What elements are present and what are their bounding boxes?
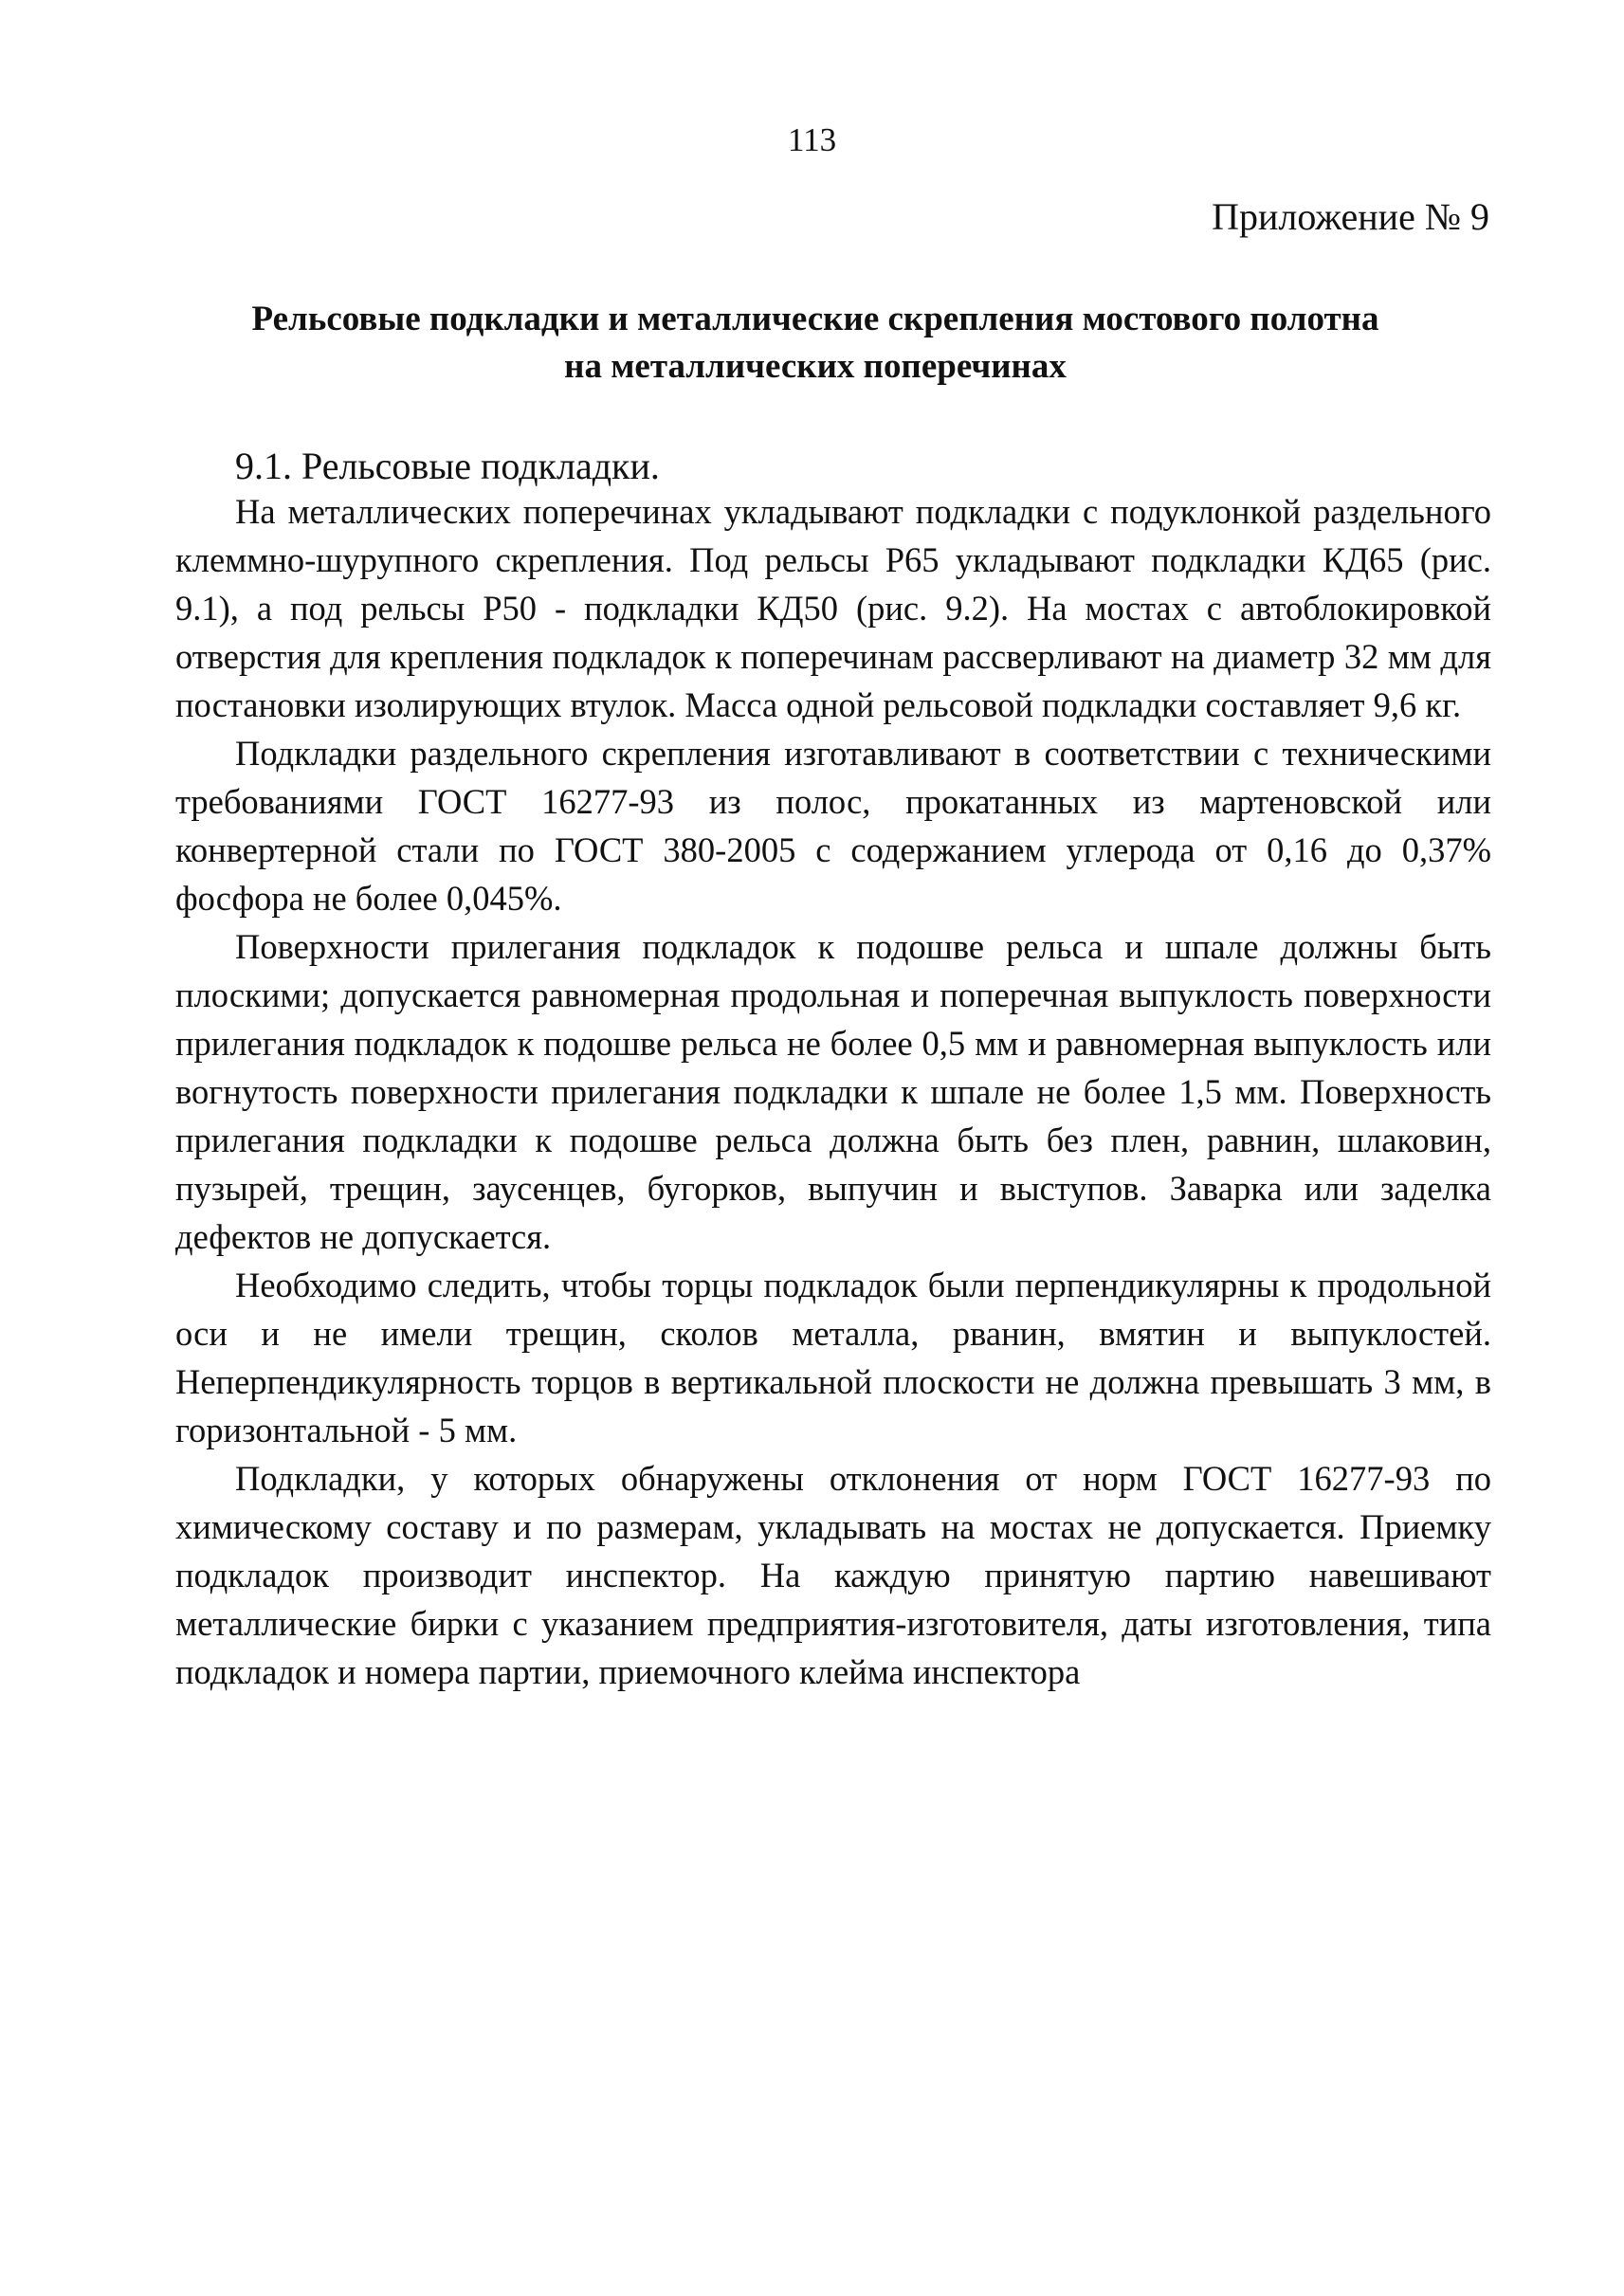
paragraph-2: Подкладки раздельного скрепления изготавливают в соответствии с техническими требованиями ГОСТ 16277-93 из полос, прокатанных из мартеновской или конвертерной стали по ГОСТ 380-2005 с содержанием углерода от 0,16 до 0,37% фосфора не более 0,045%. [175,734,1491,918]
document-title-line-2: на металлических поперечинах [564,347,1067,386]
appendix-label: Приложение № 9 [1212,195,1489,238]
paragraph-4: Необходимо следить, чтобы торцы подкладок были перпендикулярны к продольной оси и не имели трещин, сколов металла, рванин, вмятин и выпуклостей. Неперпендикулярность торцов в вертикальной плоскости не должна превышать 3 мм, в горизонтальной - 5 мм. [175,1266,1491,1449]
paragraph-5: Подкладки, у которых обнаружены отклонения от норм ГОСТ 16277-93 по химическому составу и по размерам, укладывать на мостах не допускается. Приемку подкладок производит инспектор. На каждую принятую партию навешивают металлические бирки с указанием предприятия-изготовителя, даты изготовления, типа подкладок и номера партии, приемочного клейма инспектора [175,1459,1491,1691]
paragraph-3: Поверхности прилегания подкладок к подошве рельса и шпале должны быть плоскими; допускается равномерная продольная и поперечная выпуклость поверхности прилегания подкладок к подошве рельса не более 0,5 мм и равномерная выпуклость или вогнутость поверхности прилегания подкладки к шпале не более 1,5 мм. Поверхность прилегания подкладки к подошве рельса должна быть без плен, равнин, шлаковин, пузырей, трещин, заусенцев, бугорков, выпучин и выступов. Заварка или заделка дефектов не допускается. [175,927,1491,1256]
paragraph-1: На металлических поперечинах укладывают подкладки с подуклонкой раздельного клеммно-шурупного скрепления. Под рельсы Р65 укладывают подкладки КД65 (рис. 9.1), а под рельсы Р50 - подкладки КД50 (рис. 9.2). На мостах с автоблокировкой отверстия для крепления подкладок к поперечинам рассверливают на диаметр 32 мм для постановки изолирующих втулок. Масса одной рельсовой подкладки составляет 9,6 кг. [175,492,1491,724]
document-title [171,296,1460,391]
section-heading: 9.1. Рельсовые подкладки. [235,445,660,487]
page-number: 113 [787,121,837,158]
section-body [175,487,1491,1696]
document-title-line-1: Рельсовые подкладки и металлические скрепления мостового полотна [251,300,1379,338]
